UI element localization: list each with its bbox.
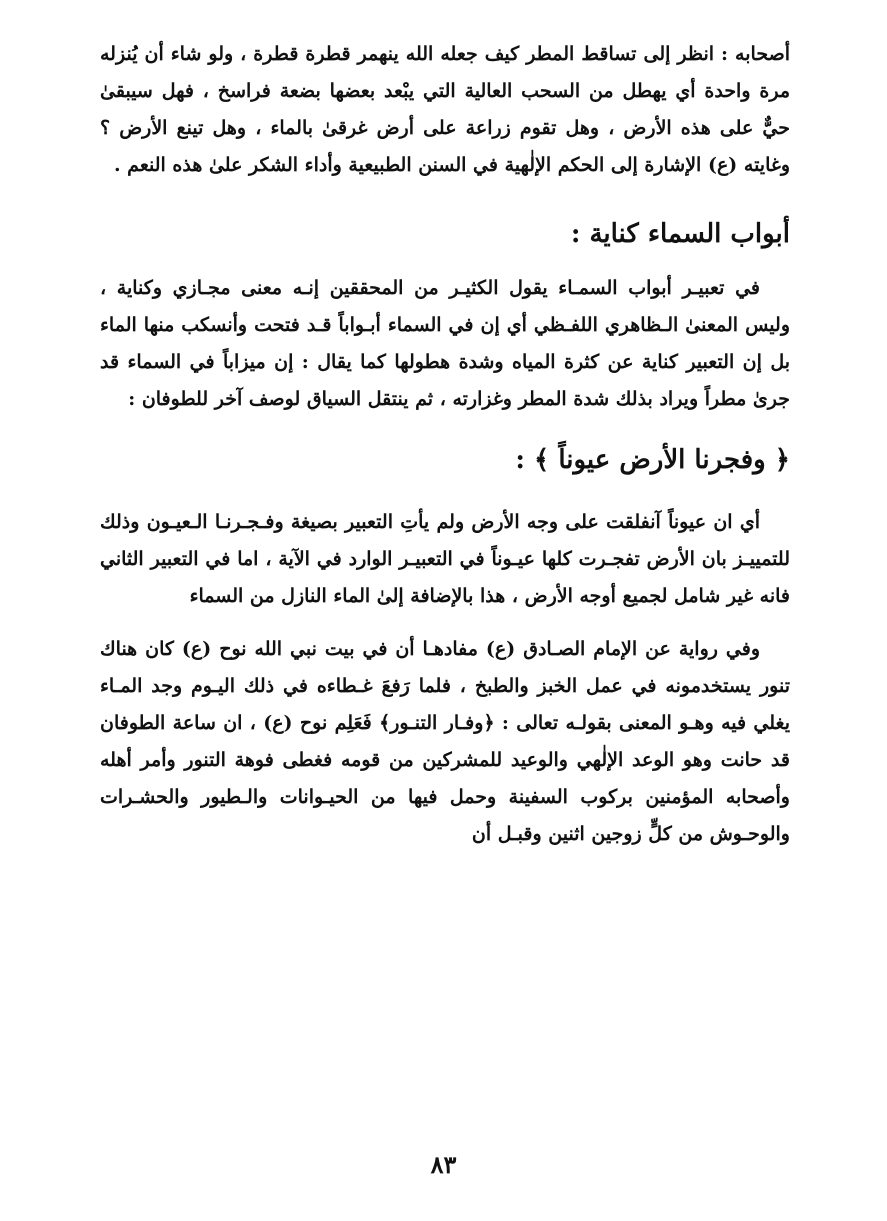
page-number: ٨٣: [430, 1150, 457, 1179]
paragraph-2: في تعبيـر أبواب السمـاء يقول الكثيـر من المحققين إنـه معنى مجـازي وكناية ، وليس المعنىٰ الـظاهري اللفـظي أي إن في السماء أبـواباً قـد فتحت وأنسكب منها الماء بل إن التعبير كناية عن كثرة المياه وشدة هطولها كما يقال : إن ميزاباً في السماء قد جرىٰ مطراً ويراد بذلك شدة المطر وغزارته ، ثم ينتقل السياق لوصف آخر للطوفان :: [100, 277, 790, 410]
section-heading-sky-gates: أبواب السماء كناية :: [570, 219, 790, 249]
paragraph-3: أي ان عيوناً آنفلقت على وجه الأرض ولم يأتِ التعبير بصيغة وفـجـرنـا الـعيـون وذلك للتمييـز بان الأرض تفجـرت كلها عيـوناً في التعبيـر الوارد في الآية ، اما في التعبير الثاني فانه غير شامل لجميع أوجه الأرض ، هذا بالإضافة إلىٰ الماء النازل من السماء: [100, 511, 790, 607]
paragraph-1: أصحابه : انظر إلى تساقط المطر كيف جعله الله ينهمر قطرة قطرة ، ولو شاء أن يُنزله مرة واحدة أي يهطل من السحب العالية التي يبْعد بعضها بضعة فراسخ ، فهل سيبقىٰ حيٌّ على هذه الأرض ، وهل تقوم زراعة على أرض غرقىٰ بالماء ، وهل تينع الأرض ؟ وغايته (ع) الإشارة إلى الحكم الإلٰهية في السنن الطبيعية وأداء الشكر علىٰ هذه النعم .: [100, 43, 790, 176]
page-body: [100, 36, 790, 853]
paragraph-gap: [100, 615, 790, 631]
paragraph-4: وفي رواية عن الإمام الصـادق (ع) مفادهـا أن في بيت نبي الله نوح (ع) كان هناك تنور يستخدمونه في عمل الخبز والطبخ ، فلما رَفعَ غـطاءه في ذلك اليـوم وجد المـاء يغلي فيه وهـو المعنى بقولـه تعالى : ﴿وفـار التنـور﴾ فَعَلِم نوح (ع) ، ان ساعة الطوفان قد حانت وهو الوعد الإلٰهي والوعيد للمشركين من قومه فغطى فوهة التنور وأمر أهله وأصحابه المؤمنين بركوب السفينة وحمل فيها من الحيـوانات والـطيور والحشـرات والوحـوش من كلٍّ زوجين اثنين وقبـل أن: [100, 638, 790, 845]
section-heading-springs: ﴿ وفجرنا الأرض عيوناً ﴾ :: [515, 445, 790, 475]
